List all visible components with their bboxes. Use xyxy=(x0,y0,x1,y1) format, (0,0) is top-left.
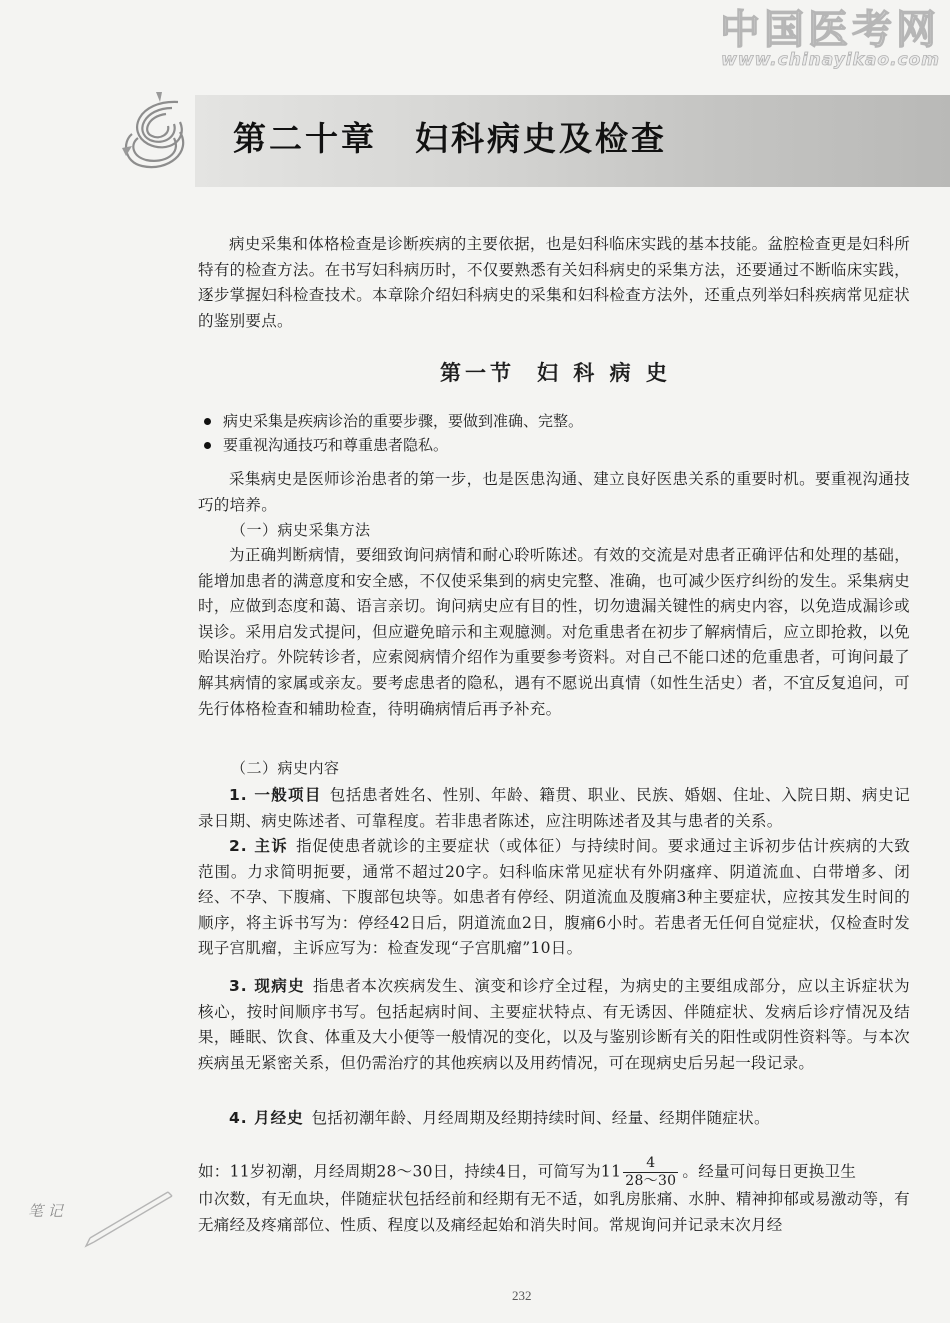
item-menstrual-text: 包括初潮年龄、月经周期及经期持续时间、经量、经期伴随症状。 xyxy=(311,1109,770,1127)
section-name: 妇 科 病 史 xyxy=(537,361,671,385)
key-points-list xyxy=(200,409,910,457)
key-point xyxy=(200,433,910,457)
item-menstrual-term: 4. 月经史 xyxy=(229,1109,304,1127)
example-suffix: 。经量可问每日更换卫生 xyxy=(682,1162,857,1181)
item-general xyxy=(198,783,910,834)
item-present xyxy=(198,974,910,1076)
method-paragraph: 为正确判断病情，要细致询问病情和耐心聆听陈述。有效的交流是对患者正确评估和处理的基础，能增加患者的满意度和安全感，不仅使采集到的病史完整、准确，也可减少医疗纠纷的发生。采集病史时，应做到态度和蔼、语言亲切。询问病史应有目的性，切勿遗漏关键性的病史内容，以免造成漏诊或误诊。采用启发式提问，但应避免暗示和主观臆测。对危重患者在初步了解病情后，应立即抢救，以免贻误治疗。外院转诊者，应索阅病情介绍作为重要参考资料。对自己不能口述的危重患者，可询问最了解其病情的家属或亲友。要考虑患者的隐私，遇有不愿说出真情（如性生活史）者，不宜反复追问，可先行体格检查和辅助检查，待明确病情后再予补充。 xyxy=(198,546,910,718)
watermark-url: www.chinayikao.com xyxy=(721,50,940,70)
chapter-title xyxy=(233,113,667,160)
subheading-method: （一）病史采集方法 xyxy=(231,521,371,539)
item-present-text: 指患者本次疾病发生、演变和诊疗全过程，为病史的主要组成部分，应以主诉症状为核心，按时间顺序书写。包括起病时间、主要症状特点、有无诱因、伴随症状、发病后诊疗情况及结果，睡眠、饮食、体重及大小便等一般情况的变化，以及与鉴别诊断有关的阳性或阴性资料等。与本次疾病虽无紧密关系，但仍需治疗的其他疾病以及用药情况，可在现病史后另起一段记录。 xyxy=(198,977,910,1072)
watermark-site-name: 中国医考网 xyxy=(720,7,940,53)
chapter-name: 妇科病史及检查 xyxy=(415,119,667,158)
menstrual-example-line xyxy=(198,1155,910,1190)
bullet-dot-icon xyxy=(204,442,211,449)
key-point-text: 病史采集是疾病诊治的重要步骤，要做到准确、完整。 xyxy=(223,412,584,430)
swirl-decoration-icon xyxy=(118,92,200,178)
fraction-numerator: 4 xyxy=(623,1155,678,1173)
intro-paragraph: 病史采集和体格检查是诊断疾病的主要依据，也是妇科临床实践的基本技能。盆腔检查更是妇科所特有的检查方法。在书写妇科病历时，不仅要熟悉有关妇科病史的采集方法，还要通过不断临床实践，逐步掌握妇科检查技术。本章除介绍妇科病史的采集和妇科检查方法外，还重点列举妇科疾病常见症状的鉴别要点。 xyxy=(198,235,910,330)
chapter-number: 第二十章 xyxy=(233,119,377,158)
watermark xyxy=(720,8,940,70)
subheading-content: （二）病史内容 xyxy=(231,759,340,777)
page-number: 232 xyxy=(512,1288,532,1303)
section-title xyxy=(440,357,671,387)
item-general-text: 包括患者姓名、性别、年龄、籍贯、职业、民族、婚姻、住址、入院日期、病史记录日期、病史陈述者、可靠程度。若非患者陈述，应注明陈述者及其与患者的关系。 xyxy=(198,786,910,830)
margin-note-label: 笔 记 xyxy=(28,1202,63,1220)
item-menstrual xyxy=(198,1106,910,1132)
menstrual-fraction xyxy=(623,1155,678,1190)
key-point xyxy=(200,409,910,433)
pen-icon xyxy=(60,1180,180,1250)
example-continuation: 巾次数，有无血块，伴随症状包括经前和经期有无不适，如乳房胀痛、水肿、精神抑郁或易激动等，有无痛经及疼痛部位、性质、程度以及痛经起始和消失时间。常规询问并记录末次月经 xyxy=(198,1190,910,1234)
item-complaint-term: 2. 主诉 xyxy=(229,837,289,855)
fraction-denominator: 28～30 xyxy=(625,1173,677,1189)
example-prefix: 如：11岁初潮，月经周期28～30日，持续4日，可简写为11 xyxy=(198,1162,622,1181)
bullet-dot-icon xyxy=(204,418,211,425)
item-general-term: 1. 一般项目 xyxy=(229,786,322,804)
item-present-term: 3. 现病史 xyxy=(229,977,305,995)
key-point-text: 要重视沟通技巧和尊重患者隐私。 xyxy=(223,436,449,454)
collect-paragraph: 采集病史是医师诊治患者的第一步，也是医患沟通、建立良好医患关系的重要时机。要重视沟通技巧的培养。 xyxy=(198,470,910,514)
item-complaint xyxy=(198,834,910,962)
item-complaint-text: 指促使患者就诊的主要症状（或体征）与持续时间。要求通过主诉初步估计疾病的大致范围。力求简明扼要，通常不超过20字。妇科临床常见症状有外阴瘙痒、阴道流血、白带增多、闭经、不孕、下腹痛、下腹部包块等。如患者有停经、阴道流血及腹痛3种主要症状，应按其发生时间的顺序，将主诉书写为：停经42日后，阴道流血2日，腹痛6小时。若患者无任何自觉症状，仅检查时发现子宫肌瘤，主诉应写为：检查发现“子宫肌瘤”10日。 xyxy=(198,837,911,958)
section-number: 第一节 xyxy=(440,361,515,385)
